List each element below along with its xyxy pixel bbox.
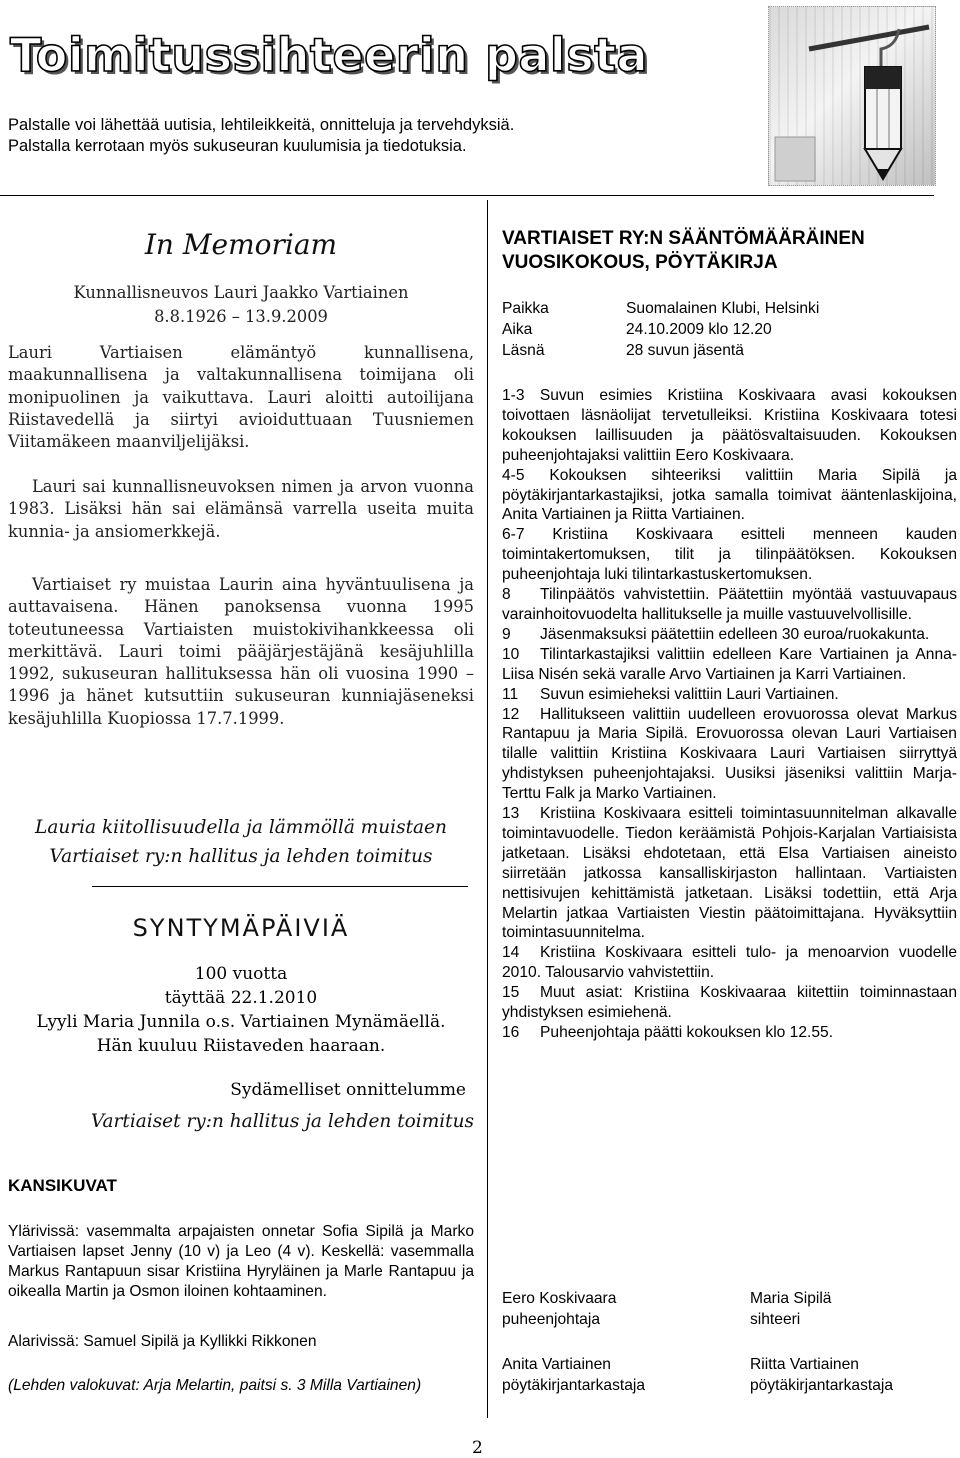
item-number: 11 bbox=[502, 685, 519, 703]
minutes-item bbox=[502, 585, 957, 625]
signature-name: Eero Koskivaara bbox=[502, 1290, 617, 1307]
kansikuvat-title: KANSIKUVAT bbox=[8, 1176, 117, 1195]
item-number: 10 bbox=[502, 645, 520, 663]
memoriam-name: Kunnallisneuvos Lauri Jaakko Vartiainen bbox=[73, 283, 409, 302]
signature-name: Maria Sipilä bbox=[750, 1290, 832, 1307]
meta-label: Läsnä bbox=[502, 342, 545, 359]
item-text: Hallitukseen valittiin uudelleen erovuorossa olevat Markus Rantapuu ja Maria Sipilä. Erovuorossa olevan Lauri Vartiaisen tilalle valittiin Kristiina Koskivaara Lauri Vartiaisen siirryttyä yhdistyksen puheenjohtajaksi. Uusiksi jäseniksi valittiin Marja-Terttu Falk ja Marko Vartiainen. bbox=[502, 705, 957, 803]
signature-role: pöytäkirjantarkastaja bbox=[750, 1377, 894, 1394]
birthday-date: täyttää 22.1.2010 bbox=[164, 988, 318, 1008]
minutes-item bbox=[502, 1023, 957, 1043]
signature-examiner-2 bbox=[750, 1354, 893, 1396]
memoriam-title: In Memoriam bbox=[144, 228, 338, 261]
meta-label: Paikka bbox=[502, 300, 549, 317]
memoriam-paragraph-1: Lauri Vartiaisen elämäntyö kunnallisena, maakunnallisena ja valtakunnallisena toimijana oli monipuolinen ja vaikuttava. Lauri aloitti autoilijana Riistavedellä ja siirtyi avioiduttuaan Tuusniemen Viitamäkeen maanviljelijäksi. bbox=[8, 343, 474, 452]
item-text: Puheenjohtaja päätti kokouksen klo 12.55. bbox=[540, 1024, 834, 1041]
memoriam-dates: 8.8.1926 – 13.9.2009 bbox=[154, 307, 328, 326]
intro-line-2: Palstalla kerrotaan myös sukuseuran kuulumisia ja tiedotuksia. bbox=[8, 137, 467, 155]
meta-value: 28 suvun jäsentä bbox=[626, 342, 744, 359]
kansikuvat-text-2: Alarivissä: Samuel Sipilä ja Kyllikki Rikkonen bbox=[8, 1333, 317, 1350]
signature-chair bbox=[502, 1288, 616, 1330]
pencil-icon bbox=[769, 7, 936, 186]
birthday-signature: Vartiaiset ry:n hallitus ja lehden toimitus bbox=[90, 1111, 474, 1132]
signature-name: Anita Vartiainen bbox=[502, 1356, 611, 1373]
minutes-item bbox=[502, 466, 957, 526]
signature-name: Riitta Vartiainen bbox=[750, 1356, 859, 1373]
item-number: 12 bbox=[502, 705, 520, 723]
minutes-item bbox=[502, 645, 957, 685]
pencil-sign-photo bbox=[768, 6, 936, 186]
item-number: 14 bbox=[502, 944, 520, 962]
minutes-item bbox=[502, 625, 957, 645]
minutes-item bbox=[502, 804, 957, 943]
item-text: 6-7 Kristiina Koskivaara esitteli menneen kauden toimintakertomuksen, tilit ja tilinpäätöksen. Kokouksen puheenjohtaja luki tilintarkastuskertomuksen. bbox=[502, 526, 957, 584]
meta-value: Suomalainen Klubi, Helsinki bbox=[626, 300, 820, 317]
item-number: 9 bbox=[502, 625, 511, 643]
minutes-item bbox=[502, 705, 957, 805]
photo-credit: (Lehden valokuvat: Arja Melartin, paitsi s. 3 Milla Vartiainen) bbox=[8, 1377, 422, 1394]
birthday-greeting: Sydämelliset onnittelumme bbox=[230, 1080, 466, 1100]
item-number: 15 bbox=[502, 984, 520, 1002]
column-divider bbox=[487, 200, 488, 1418]
meta-value: 24.10.2009 klo 12.20 bbox=[626, 321, 772, 338]
signature-role: sihteeri bbox=[750, 1311, 801, 1328]
minutes-item bbox=[502, 685, 957, 705]
memoriam-paragraph-2: Lauri sai kunnallisneuvoksen nimen ja arvon vuonna 1983. Lisäksi hän sai elämänsä varrella useita muita kunnia- ja ansiomerkkejä. bbox=[8, 477, 474, 541]
birthday-branch: Hän kuuluu Riistaveden haaraan. bbox=[96, 1036, 386, 1056]
signature-examiner-1 bbox=[502, 1354, 645, 1396]
minutes-item bbox=[502, 525, 957, 585]
item-text: Tilinpäätös vahvistettiin. Päätettiin myöntää vastuuvapaus varainhoitovuodelta hallitukselle ja muille vastuuvelvollisille. bbox=[502, 586, 957, 623]
item-number: 16 bbox=[502, 1024, 520, 1041]
kansikuvat-text: Ylärivissä: vasemmalta arpajaisten onnetar Sofia Sipilä ja Marko Vartiaisen lapset Jenny (10 v) ja Leo (4 v). Keskellä: vasemmalla Markus Rantapuun sisar Kristiina Hyryläinen ja Marle Rantapuu ja oikealla Martin ja Osmon iloinen kohtaaminen. bbox=[8, 1223, 474, 1300]
meta-label: Aika bbox=[502, 321, 533, 338]
item-number: 8 bbox=[502, 586, 511, 604]
section-divider bbox=[92, 886, 468, 887]
item-text: 1-3 Suvun esimies Kristiina Koskivaara avasi kokouksen toivottaen läsnäolijat tervetulleiksi. Kristiina Koskivaara totesi kokouksen laillisuuden ja päätösvaltaisuuden. Kokouksen puheenjohtajaksi valittiin Eero Koskivaara. bbox=[502, 387, 957, 464]
signature-secretary bbox=[750, 1288, 831, 1330]
memoriam-paragraph-3: Vartiaiset ry muistaa Laurin aina hyväntuulisena ja auttavaisena. Hänen panoksensa vuonna 1995 toteutuneessa Vartiaisten muistokivihankkeessa oli merkittävä. Lauri toimi pääjärjestäjänä kesäjuhlilla 1992, sukuseuran hallituksessa hän oli vuosina 1990 – 1996 ja hänet kutsuttiin sukuseuran kunniajäseneksi kesäjuhlilla Kuopiossa 17.7.1999. bbox=[8, 575, 474, 728]
item-text: Muut asiat: Kristiina Koskivaaraa kiitettiin toiminnastaan yhdistyksen esimiehenä. bbox=[502, 984, 957, 1022]
page-number: 2 bbox=[472, 1438, 483, 1458]
birthday-age: 100 vuotta bbox=[194, 964, 288, 984]
item-text: 4-5 Kokouksen sihteeriksi valittiin Maria Sipilä ja pöytäkirjantarkastajiksi, jotka samalla toimivat ääntenlaskijoina, Anita Vartiainen ja Riitta Vartiainen. bbox=[502, 466, 957, 524]
minutes-item bbox=[502, 983, 957, 1023]
minutes-item bbox=[502, 386, 957, 466]
birthday-name: Lyyli Maria Junnila o.s. Vartiainen Mynämäellä. bbox=[36, 1012, 446, 1032]
item-text: Suvun esimieheksi valittiin Lauri Vartiainen. bbox=[540, 685, 839, 703]
memoriam-closing-line-2: Vartiaiset ry:n hallitus ja lehden toimitus bbox=[49, 846, 433, 867]
item-text: Jäsenmaksuksi päätettiin edelleen 30 euroa/ruokakunta. bbox=[540, 625, 930, 643]
item-text: Kristiina Koskivaara esitteli tulo- ja menoarvion vuodelle 2010. Talousarvio vahvistettiin. bbox=[502, 944, 957, 982]
signature-role: puheenjohtaja bbox=[502, 1311, 600, 1328]
signature-role: pöytäkirjantarkastaja bbox=[502, 1377, 646, 1394]
memoriam-closing-line-1: Lauria kiitollisuudella ja lämmöllä muistaen bbox=[35, 817, 447, 838]
minutes-items bbox=[502, 386, 957, 1043]
item-text: Tilintarkastajiksi valittiin edelleen Kare Vartiainen ja Anna-Liisa Nisén sekä varalle Arvo Vartiainen ja Karri Vartiainen. bbox=[502, 645, 957, 683]
birthday-title: SYNTYMÄPÄIVIÄ bbox=[132, 914, 350, 942]
header-divider bbox=[0, 195, 934, 196]
intro-line-1: Palstalle voi lähettää uutisia, lehtileikkeitä, onnitteluja ja tervehdyksiä. bbox=[8, 116, 515, 134]
minutes-title: VARTIAISET RY:N SÄÄNTÖMÄÄRÄINEN VUOSIKOKOUS, PÖYTÄKIRJA bbox=[502, 228, 865, 273]
page-title: Toimitussihteerin palsta bbox=[10, 28, 649, 82]
item-text: Kristiina Koskivaara esitteli toimintasuunnitelman alkavalle toimintavuodelle. Tiedon keräämistä Pohjois-Karjalan Vartiaisista jatketaan. Lisäksi ehdotetaan, että Elsa Vartiaisen aineisto siirretään jatkossa kansalliskirjaston hallintaan. Vartiaisten nettisivujen kehittämistä jatketaan. Lisäksi todettiin, että Arja Melartin jatkaa Vartiaisten Viestin päätoimittajana. Hyväksyttiin toimintasuunnitelma. bbox=[502, 805, 957, 942]
item-number: 13 bbox=[502, 805, 520, 823]
minutes-item bbox=[502, 943, 957, 983]
